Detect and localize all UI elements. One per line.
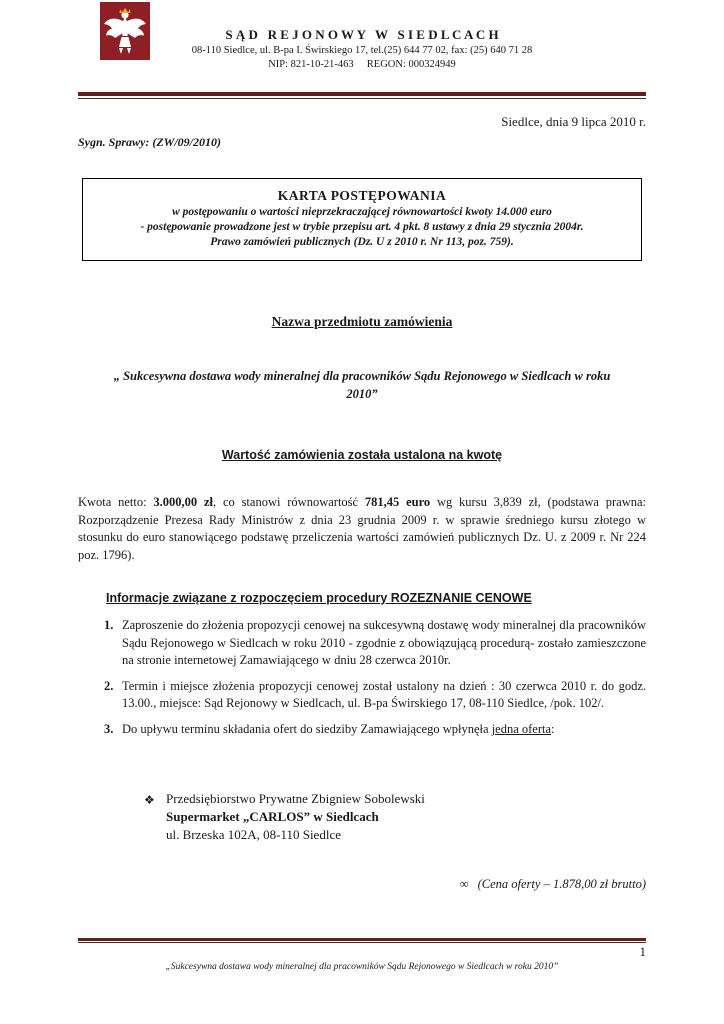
page-number: 1 bbox=[639, 944, 646, 959]
list-item3-pre: Do upływu terminu składania ofert do siedziby Zamawiającego wpłynęła bbox=[122, 721, 492, 736]
infinity-symbol-icon: ∞ bbox=[459, 877, 469, 891]
procedure-box-line3: Prawo zamówień publicznych (Dz. U z 2010 r. Nr 113, poz. 759). bbox=[210, 236, 514, 248]
footer-rule bbox=[78, 938, 646, 943]
list-item-text: Termin i miejsce złożenia propozycji cenowej został ustalony na dzień : 30 czerwca 2010 r. do godz. 13.00., miejsce: Sąd Rejonowy w Siedlcach, ul. B-pa Świrskiego 17, 08-110 Siedlce, /pok. 102/. bbox=[122, 678, 646, 710]
list-item-text: Zaproszenie do złożenia propozycji cenowej na sukcesywną dostawę wody mineralnej dla pracowników Sądu Rejonowego w Siedlcach w roku 2010 - zgodnie z obowiązującą procedurą- zostało zamieszczone na stronie internetowej Zamawiającego w dniu 28 czerwca 2010r. bbox=[122, 618, 646, 667]
document-date: Siedlce, dnia 9 lipca 2010 r. bbox=[501, 114, 646, 129]
value-para-rest: wg kursu 3,839 zł, (podstawa prawna: Rozporządzenie Prezesa Rady Ministrów z dnia 23 grudnia 2009 r. w sprawie średniego kursu złotego w stosunku do euro stanowiącego podstawę przeliczenia wartości zamówień publicznych Dz. U. z 2009 r. Nr 224 poz. 1796). bbox=[78, 495, 646, 562]
bidder-address: ul. Brzeska 102A, 08-110 Siedlce bbox=[166, 827, 341, 842]
bidder-block bbox=[144, 790, 646, 844]
case-reference: Sygn. Sprawy: (ZW/09/2010) bbox=[78, 135, 222, 149]
list-item bbox=[104, 678, 646, 713]
list-item bbox=[104, 721, 646, 739]
procedure-box-title: KARTA POSTĘPOWANIA bbox=[277, 188, 447, 203]
value-para-mid: , co stanowi równowartość bbox=[213, 495, 365, 509]
polish-eagle-emblem-icon bbox=[100, 2, 150, 60]
value-section-heading: Wartość zamówienia została ustalona na kwotę bbox=[221, 448, 503, 462]
list-item bbox=[104, 617, 646, 670]
procedure-box-line1: w postępowaniu o wartości nieprzekraczającej równowartości kwoty 14.000 euro bbox=[172, 206, 552, 218]
bidder-trade-name: Supermarket „CARLOS” w Siedlcach bbox=[166, 809, 379, 824]
bidder-name: Przedsiębiorstwo Prywatne Zbigniew Sobolewski bbox=[166, 791, 425, 806]
procedure-box bbox=[82, 178, 642, 261]
list-item-number: 2. bbox=[104, 678, 114, 693]
list-item-number: 1. bbox=[104, 618, 114, 632]
letterhead bbox=[78, 0, 646, 72]
court-address: 08-110 Siedlce, ul. B-pa I. Świrskiego 17, tel.(25) 644 77 02, fax: (25) 640 71 28 bbox=[191, 45, 533, 56]
court-name: S Ą D R E J O N O W Y W S I E D L C A C H bbox=[225, 27, 499, 42]
list-item-text bbox=[122, 721, 646, 739]
net-amount-pln: 3.000,00 zł bbox=[153, 495, 214, 509]
bidder-details bbox=[166, 790, 425, 844]
diamond-bullet-icon: ❖ bbox=[144, 793, 155, 807]
header-rule bbox=[78, 92, 646, 99]
page-footer bbox=[78, 938, 646, 974]
polish-eagle-graphic bbox=[100, 2, 150, 60]
order-subject-quote: „ Sukcesywna dostawa wody mineralnej dla pracowników Sądu Rejonowego w Siedlcach w roku 2010” bbox=[113, 369, 611, 401]
list-item-number: 3. bbox=[104, 721, 114, 736]
one-offer-underlined: jedna oferta bbox=[491, 721, 552, 736]
order-value-paragraph bbox=[78, 494, 646, 564]
value-para-pre: Kwota netto: bbox=[78, 495, 154, 509]
court-registry-ids: NIP: 821-10-21-463 REGON: 000324949 bbox=[268, 59, 456, 70]
subject-section-heading: Nazwa przedmiotu zamówienia bbox=[271, 314, 453, 329]
footer-running-title: „Sukcesywna dostawa wody mineralnej dla pracowników Sądu Rejonowego w Siedlcach w roku 2010” bbox=[165, 962, 559, 972]
offer-price-text: (Cena oferty – 1.878,00 zł brutto) bbox=[477, 877, 646, 891]
info-section-heading: Informacje związane z rozpoczęciem procedury ROZEZNANIE CENOWE bbox=[106, 591, 532, 605]
offer-price-line bbox=[78, 876, 646, 893]
procedure-info-list bbox=[78, 617, 646, 738]
procedure-box-line2: - postępowanie prowadzone jest w trybie przepisu art. 4 pkt. 8 ustawy z dnia 29 stycznia 2004r. bbox=[140, 221, 584, 233]
list-item3-post: : bbox=[551, 721, 555, 736]
amount-euro: 781,45 euro bbox=[364, 495, 431, 509]
